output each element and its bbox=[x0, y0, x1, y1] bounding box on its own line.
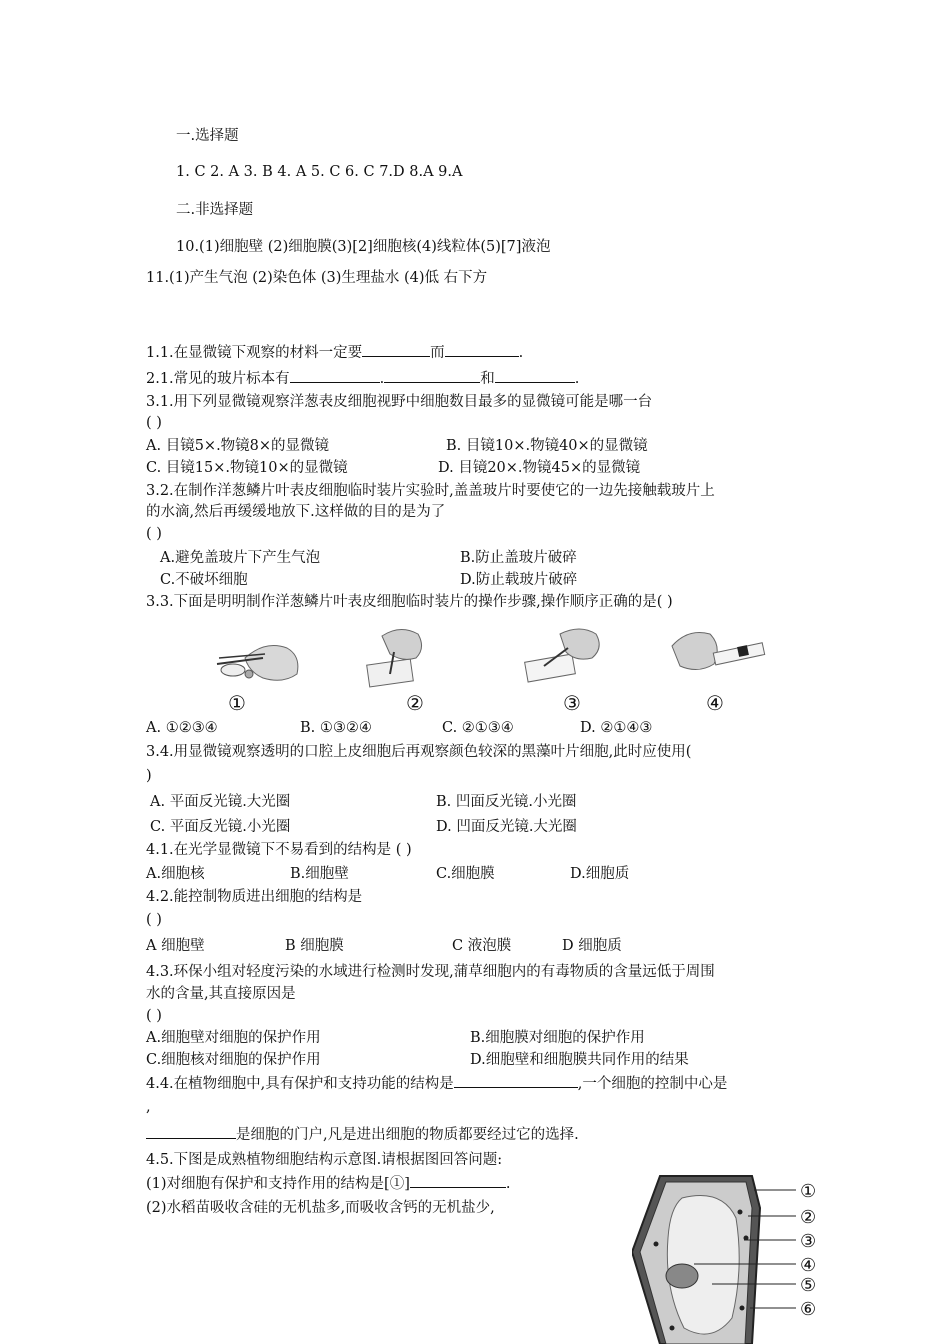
question-3-2-line2: 的水滴,然后再缓缓地放下.这样做的目的是为了 bbox=[146, 504, 446, 520]
answer-q10: 10.(1)细胞壁 (2)细胞膜(3)[2]细胞核(4)线粒体(5)[7]液泡 bbox=[176, 239, 551, 255]
option-a[interactable]: A. ①②③④ bbox=[146, 720, 218, 736]
question-4-4-line1 bbox=[146, 1073, 727, 1094]
question-text: 4.4.在植物细胞中,具有保护和支持功能的结构是 bbox=[146, 1076, 454, 1092]
option-d[interactable]: D. 凹面反光镜.大光圈 bbox=[436, 819, 577, 835]
option-d[interactable]: D.防止载玻片破碎 bbox=[460, 572, 578, 588]
option-d[interactable]: D. 目镜20×.物镜45×的显微镜 bbox=[438, 460, 641, 476]
option-b[interactable]: B. 凹面反光镜.小光圈 bbox=[436, 794, 577, 810]
step-3-illustration bbox=[520, 618, 610, 690]
question-4-5-part1 bbox=[146, 1173, 510, 1194]
option-a[interactable]: A. 平面反光镜.大光圈 bbox=[150, 794, 291, 810]
fill-blank[interactable] bbox=[290, 368, 380, 383]
option-b[interactable]: B. ①③②④ bbox=[300, 720, 372, 736]
choice-answers: 1. C 2. A 3. B 4. A 5. C 6. C 7.D 8.A 9.A bbox=[176, 164, 463, 180]
answer-paren: ( ) bbox=[146, 1008, 162, 1024]
question-3-2-line1: 3.2.在制作洋葱鳞片叶表皮细胞临时装片实验时,盖盖玻片时要使它的一边先接触载玻片上 bbox=[146, 483, 715, 499]
option-d[interactable]: D. ②①④③ bbox=[580, 720, 653, 736]
cell-label-6: ⑥ bbox=[800, 1299, 817, 1320]
cell-label-3: ③ bbox=[800, 1231, 817, 1252]
question-4-5-part2: (2)水稻苗吸收含硅的无机盐多,而吸收含钙的无机盐少, bbox=[146, 1200, 495, 1216]
question-4-3-line1: 4.3.环保小组对轻度污染的水域进行检测时发现,蒲草细胞内的有毒物质的含量远低于周围 bbox=[146, 964, 715, 980]
question-2-1 bbox=[146, 368, 579, 389]
fill-blank[interactable] bbox=[362, 342, 430, 357]
fill-blank[interactable] bbox=[146, 1124, 236, 1139]
option-a[interactable]: A.细胞壁对细胞的保护作用 bbox=[146, 1030, 321, 1046]
question-text: . bbox=[518, 345, 524, 361]
question-text: . bbox=[379, 371, 385, 387]
option-c[interactable]: C. 平面反光镜.小光圈 bbox=[150, 819, 291, 835]
option-b[interactable]: B. 目镜10×.物镜40×的显微镜 bbox=[446, 438, 648, 454]
option-d[interactable]: D.细胞壁和细胞膜共同作用的结果 bbox=[470, 1052, 689, 1068]
answer-paren: ( ) bbox=[146, 526, 162, 542]
step-4-illustration bbox=[668, 618, 778, 690]
option-b[interactable]: B.细胞膜对细胞的保护作用 bbox=[470, 1030, 645, 1046]
option-c[interactable]: C 液泡膜 bbox=[452, 938, 512, 954]
question-text: 2.1.常见的玻片标本有 bbox=[146, 371, 290, 387]
question-4-1: 4.1.在光学显微镜下不易看到的结构是 ( ) bbox=[146, 842, 412, 858]
fill-blank[interactable] bbox=[445, 342, 519, 357]
option-d[interactable]: D 细胞质 bbox=[562, 938, 622, 954]
question-4-3-line2: 水的含量,其直接原因是 bbox=[146, 986, 296, 1002]
option-c[interactable]: C.不破坏细胞 bbox=[160, 572, 248, 588]
question-text: 1.1.在显微镜下观察的材料一定要 bbox=[146, 345, 363, 361]
question-text: . bbox=[505, 1176, 511, 1192]
question-text: (1)对细胞有保护和支持作用的结构是[①] bbox=[146, 1176, 410, 1192]
question-4-4-comma: , bbox=[146, 1099, 151, 1115]
cell-label-5: ⑤ bbox=[800, 1275, 817, 1296]
question-3-1: 3.1.用下列显微镜观察洋葱表皮细胞视野中细胞数目最多的显微镜可能是哪一台 bbox=[146, 394, 653, 410]
question-text: ,一个细胞的控制中心是 bbox=[577, 1076, 728, 1092]
section-nonchoice-title: 二.非选择题 bbox=[176, 202, 254, 218]
option-a[interactable]: A.细胞核 bbox=[146, 866, 205, 882]
fill-blank[interactable] bbox=[454, 1073, 578, 1088]
option-c[interactable]: C. 目镜15×.物镜10×的显微镜 bbox=[146, 460, 348, 476]
question-4-2: 4.2.能控制物质进出细胞的结构是 bbox=[146, 889, 363, 905]
question-4-5: 4.5.下图是成熟植物细胞结构示意图.请根据图回答问题: bbox=[146, 1152, 503, 1168]
cell-label-1: ① bbox=[800, 1181, 817, 1202]
option-a[interactable]: A 细胞壁 bbox=[146, 938, 205, 954]
question-text: 而 bbox=[430, 345, 445, 361]
option-c[interactable]: C.细胞膜 bbox=[436, 866, 495, 882]
question-3-3: 3.3.下面是明明制作洋葱鳞片叶表皮细胞临时装片的操作步骤,操作顺序正确的是( ) bbox=[146, 594, 673, 610]
option-c[interactable]: C.细胞核对细胞的保护作用 bbox=[146, 1052, 321, 1068]
question-text: 和 bbox=[480, 371, 495, 387]
option-b[interactable]: B 细胞膜 bbox=[285, 938, 344, 954]
answer-paren: ( ) bbox=[146, 912, 162, 928]
section-choice-title: 一.选择题 bbox=[176, 128, 239, 144]
question-text: 是细胞的门户,凡是进出细胞的物质都要经过它的选择. bbox=[236, 1127, 579, 1143]
step-4-label: ④ bbox=[706, 691, 724, 715]
option-a[interactable]: A.避免盖玻片下产生气泡 bbox=[160, 550, 321, 566]
question-text: . bbox=[574, 371, 580, 387]
option-d[interactable]: D.细胞质 bbox=[570, 866, 630, 882]
step-2-label: ② bbox=[406, 691, 424, 715]
fill-blank[interactable] bbox=[495, 368, 575, 383]
option-c[interactable]: C. ②①③④ bbox=[442, 720, 514, 736]
cell-label-2: ② bbox=[800, 1207, 817, 1228]
step-3-label: ③ bbox=[563, 691, 581, 715]
question-4-4-line2 bbox=[146, 1124, 579, 1145]
question-1-1 bbox=[146, 342, 523, 363]
cell-label-4: ④ bbox=[800, 1255, 817, 1276]
question-3-4-line1: 3.4.用显微镜观察透明的口腔上皮细胞后再观察颜色较深的黑藻叶片细胞,此时应使用( bbox=[146, 744, 692, 760]
answer-q11: 11.(1)产生气泡 (2)染色体 (3)生理盐水 (4)低 右下方 bbox=[146, 270, 488, 286]
option-b[interactable]: B.细胞壁 bbox=[290, 866, 349, 882]
option-b[interactable]: B.防止盖玻片破碎 bbox=[460, 550, 577, 566]
fill-blank[interactable] bbox=[410, 1173, 506, 1188]
option-a[interactable]: A. 目镜5×.物镜8×的显微镜 bbox=[146, 438, 330, 454]
step-2-illustration bbox=[360, 618, 440, 690]
answer-paren: ( ) bbox=[146, 415, 162, 431]
fill-blank[interactable] bbox=[384, 368, 480, 383]
step-1-illustration bbox=[205, 618, 305, 690]
question-3-4-line2: ) bbox=[146, 768, 152, 784]
step-1-label: ① bbox=[228, 691, 246, 715]
